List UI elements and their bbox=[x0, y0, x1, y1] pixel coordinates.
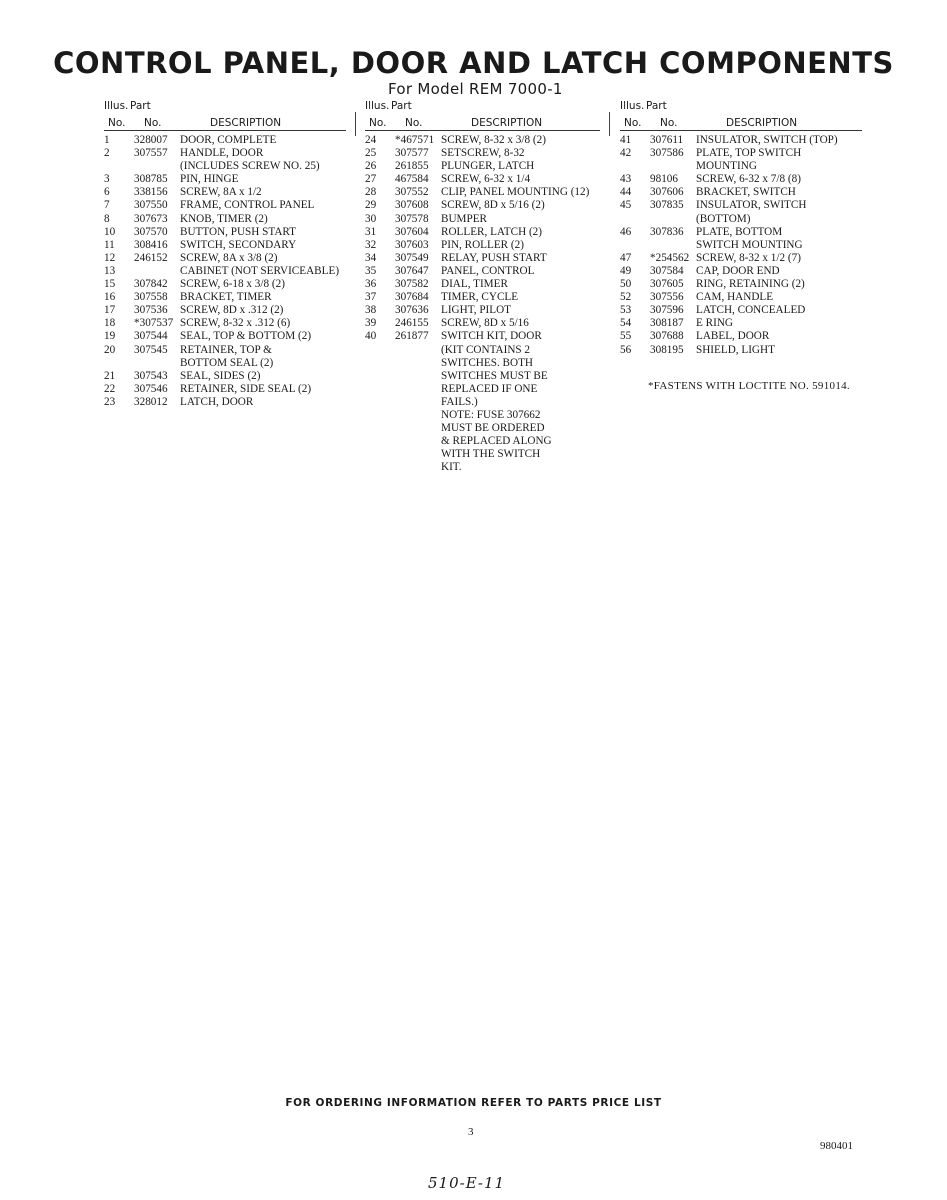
illus-number: 24 bbox=[365, 134, 377, 146]
header-description: DESCRIPTION bbox=[726, 117, 798, 129]
part-number: 307536 bbox=[134, 304, 168, 317]
part-number: 307605 bbox=[650, 278, 684, 291]
loctite-note: *FASTENS WITH LOCTITE NO. 591014. bbox=[648, 380, 850, 392]
description-line: KIT. bbox=[441, 461, 462, 474]
part-number: 307604 bbox=[395, 225, 429, 238]
part-row bbox=[104, 344, 348, 370]
part-description bbox=[180, 370, 348, 383]
page-title: CONTROL PANEL, DOOR AND LATCH COMPONENTS bbox=[53, 46, 894, 80]
part-row bbox=[365, 213, 600, 226]
part-number: 307647 bbox=[395, 264, 429, 277]
part-number: 307582 bbox=[395, 278, 429, 291]
illus-number: 45 bbox=[620, 199, 632, 212]
description-line: PIN, ROLLER (2) bbox=[441, 238, 524, 251]
part-description bbox=[180, 396, 348, 409]
illus-number: 25 bbox=[365, 147, 377, 160]
part-number: 308195 bbox=[650, 343, 684, 356]
part-description bbox=[441, 226, 600, 239]
part-row bbox=[104, 226, 348, 239]
description-line: KNOB, TIMER (2) bbox=[180, 212, 268, 225]
description-line: SWITCH KIT, DOOR bbox=[441, 330, 542, 343]
part-description bbox=[696, 344, 870, 357]
illus-number: 7 bbox=[104, 199, 110, 212]
illus-number: 30 bbox=[365, 212, 377, 225]
illus-number: 19 bbox=[104, 330, 116, 343]
description-line: PIN, HINGE bbox=[180, 173, 239, 186]
page-number: 3 bbox=[468, 1126, 474, 1138]
description-line: INSULATOR, SWITCH (TOP) bbox=[696, 134, 838, 146]
description-line: BRACKET, SWITCH bbox=[696, 186, 796, 199]
description-line: INSULATOR, SWITCH bbox=[696, 199, 807, 212]
description-line: FRAME, CONTROL PANEL bbox=[180, 199, 315, 212]
part-number: 307558 bbox=[134, 291, 168, 304]
part-description bbox=[696, 278, 870, 291]
part-row bbox=[620, 304, 870, 317]
description-line: SWITCHES. BOTH bbox=[441, 356, 533, 369]
description-line: SWITCHES MUST BE bbox=[441, 369, 548, 382]
part-number: 307557 bbox=[134, 147, 168, 160]
illus-number: 47 bbox=[620, 251, 632, 264]
illus-number: 34 bbox=[365, 251, 377, 264]
parts-column-2 bbox=[365, 100, 600, 474]
description-line: PANEL, CONTROL bbox=[441, 264, 535, 277]
illus-number: 8 bbox=[104, 212, 110, 225]
illus-number: 26 bbox=[365, 160, 377, 173]
part-row bbox=[365, 304, 600, 317]
header-part-no: No. bbox=[144, 117, 162, 129]
part-row bbox=[365, 186, 600, 199]
illus-number: 12 bbox=[104, 251, 116, 264]
part-number: 98106 bbox=[650, 173, 678, 186]
part-number: 307835 bbox=[650, 199, 684, 212]
header-part-no: No. bbox=[660, 117, 678, 129]
part-row bbox=[104, 239, 348, 252]
part-description bbox=[696, 134, 870, 147]
part-number: 307550 bbox=[134, 199, 168, 212]
description-line: SCREW, 8D x 5/16 (2) bbox=[441, 199, 545, 212]
part-number: 338156 bbox=[134, 186, 168, 199]
part-description bbox=[441, 199, 600, 212]
part-row bbox=[365, 226, 600, 239]
part-row bbox=[620, 173, 870, 186]
description-line: TIMER, CYCLE bbox=[441, 291, 519, 304]
part-number: 307545 bbox=[134, 343, 168, 356]
part-row bbox=[365, 252, 600, 265]
description-line: SETSCREW, 8-32 bbox=[441, 147, 525, 160]
part-row bbox=[620, 252, 870, 265]
part-row bbox=[620, 199, 870, 225]
illus-number: 37 bbox=[365, 291, 377, 304]
part-number: 307836 bbox=[650, 225, 684, 238]
illus-number: 38 bbox=[365, 304, 377, 317]
description-line: LABEL, DOOR bbox=[696, 330, 770, 343]
part-row bbox=[104, 291, 348, 304]
description-line: RETAINER, SIDE SEAL (2) bbox=[180, 382, 312, 395]
part-row bbox=[104, 278, 348, 291]
part-description bbox=[441, 213, 600, 226]
part-row bbox=[104, 396, 348, 409]
part-description bbox=[441, 278, 600, 291]
header-rule bbox=[365, 130, 600, 131]
part-description bbox=[441, 134, 600, 147]
illus-number: 42 bbox=[620, 147, 632, 160]
part-row bbox=[104, 304, 348, 317]
illus-number: 41 bbox=[620, 134, 632, 146]
column-divider bbox=[609, 112, 610, 136]
description-line: SHIELD, LIGHT bbox=[696, 343, 775, 356]
description-line: SCREW, 8A x 1/2 bbox=[180, 186, 262, 199]
description-line: SCREW, 6-32 x 1/4 bbox=[441, 173, 531, 186]
part-number: *307537 bbox=[134, 317, 174, 330]
description-line: CAM, HANDLE bbox=[696, 291, 774, 304]
illus-number: 36 bbox=[365, 278, 377, 291]
part-description bbox=[696, 304, 870, 317]
description-line: RING, RETAINING (2) bbox=[696, 278, 805, 291]
part-row bbox=[365, 317, 600, 330]
header-part: Part bbox=[391, 100, 412, 112]
part-number: 246155 bbox=[395, 317, 429, 330]
part-number: 307673 bbox=[134, 212, 168, 225]
illus-number: 13 bbox=[104, 264, 116, 277]
part-row bbox=[620, 317, 870, 330]
header-part: Part bbox=[130, 100, 151, 112]
part-description bbox=[180, 147, 348, 173]
part-description bbox=[180, 213, 348, 226]
description-line: SCREW, 8-32 x .312 (6) bbox=[180, 317, 291, 330]
description-line: BUMPER bbox=[441, 212, 488, 225]
part-description bbox=[441, 291, 600, 304]
description-line: (INCLUDES SCREW NO. 25) bbox=[180, 160, 320, 173]
part-description bbox=[696, 317, 870, 330]
column-header bbox=[104, 100, 348, 134]
illus-number: 28 bbox=[365, 186, 377, 199]
part-row bbox=[365, 199, 600, 212]
part-description bbox=[180, 330, 348, 343]
description-line: SCREW, 8A x 3/8 (2) bbox=[180, 251, 278, 264]
part-number: 308187 bbox=[650, 317, 684, 330]
description-line: NOTE: FUSE 307662 bbox=[441, 408, 541, 421]
part-row bbox=[104, 317, 348, 330]
parts-list bbox=[620, 134, 870, 357]
description-line: E RING bbox=[696, 317, 733, 330]
description-line: SCREW, 6-32 x 7/8 (8) bbox=[696, 173, 801, 186]
part-number: 467584 bbox=[395, 173, 429, 186]
part-description bbox=[180, 226, 348, 239]
illus-number: 49 bbox=[620, 264, 632, 277]
description-line: BOTTOM SEAL (2) bbox=[180, 356, 274, 369]
part-description bbox=[696, 186, 870, 199]
part-row bbox=[620, 186, 870, 199]
illus-number: 43 bbox=[620, 173, 632, 186]
part-description bbox=[441, 265, 600, 278]
part-description bbox=[180, 265, 348, 278]
part-row bbox=[104, 213, 348, 226]
part-row bbox=[620, 278, 870, 291]
part-number: 307596 bbox=[650, 304, 684, 317]
part-number: 261855 bbox=[395, 160, 429, 173]
illus-number: 23 bbox=[104, 395, 116, 408]
illus-number: 16 bbox=[104, 291, 116, 304]
part-row bbox=[365, 134, 600, 147]
description-line: CLIP, PANEL MOUNTING (12) bbox=[441, 186, 590, 199]
description-line: LIGHT, PILOT bbox=[441, 304, 512, 317]
illus-number: 10 bbox=[104, 225, 116, 238]
part-description bbox=[180, 344, 348, 370]
part-row bbox=[104, 199, 348, 212]
description-line: SCREW, 8D x 5/16 bbox=[441, 317, 529, 330]
part-row bbox=[620, 265, 870, 278]
description-line: DIAL, TIMER bbox=[441, 278, 508, 291]
part-row bbox=[365, 330, 600, 474]
part-row bbox=[365, 291, 600, 304]
part-number: 307556 bbox=[650, 291, 684, 304]
part-description bbox=[441, 160, 600, 173]
part-description bbox=[696, 173, 870, 186]
illus-number: 15 bbox=[104, 278, 116, 291]
header-illus: Illus. bbox=[620, 100, 645, 112]
illus-number: 6 bbox=[104, 186, 110, 199]
part-description bbox=[696, 330, 870, 343]
description-line: CABINET (NOT SERVICEABLE) bbox=[180, 264, 340, 277]
description-line: REPLACED IF ONE bbox=[441, 382, 538, 395]
part-number: 307603 bbox=[395, 238, 429, 251]
part-number: *467571 bbox=[395, 134, 435, 146]
description-line: BRACKET, TIMER bbox=[180, 291, 272, 304]
illus-number: 22 bbox=[104, 382, 116, 395]
description-line: BUTTON, PUSH START bbox=[180, 225, 297, 238]
part-description bbox=[696, 291, 870, 304]
part-description bbox=[441, 252, 600, 265]
header-rule bbox=[104, 130, 346, 131]
part-number: 307611 bbox=[650, 134, 684, 146]
part-description bbox=[441, 147, 600, 160]
part-number: 307549 bbox=[395, 251, 429, 264]
description-line: SEAL, SIDES (2) bbox=[180, 369, 261, 382]
part-description bbox=[441, 173, 600, 186]
part-number: 328012 bbox=[134, 395, 168, 408]
description-line: PLATE, BOTTOM bbox=[696, 225, 783, 238]
part-row bbox=[365, 160, 600, 173]
illus-number: 17 bbox=[104, 304, 116, 317]
illus-number: 39 bbox=[365, 317, 377, 330]
part-row bbox=[620, 330, 870, 343]
illus-number: 18 bbox=[104, 317, 116, 330]
part-row bbox=[620, 134, 870, 147]
part-row bbox=[104, 147, 348, 173]
description-line: & REPLACED ALONG bbox=[441, 435, 552, 448]
part-description bbox=[180, 134, 348, 147]
description-line: LATCH, CONCEALED bbox=[696, 304, 806, 317]
description-line: (KIT CONTAINS 2 bbox=[441, 343, 531, 356]
header-illus: Illus. bbox=[104, 100, 129, 112]
parts-list bbox=[365, 134, 600, 474]
description-line: HANDLE, DOOR bbox=[180, 147, 264, 160]
header-part-no: No. bbox=[405, 117, 423, 129]
part-row bbox=[620, 147, 870, 173]
header-illus-no: No. bbox=[108, 117, 126, 129]
description-line: RETAINER, TOP & bbox=[180, 343, 272, 356]
part-number: *254562 bbox=[650, 251, 690, 264]
description-line: MOUNTING bbox=[696, 160, 757, 173]
part-description bbox=[696, 147, 870, 173]
part-row bbox=[365, 239, 600, 252]
description-line: SCREW, 8-32 x 3/8 (2) bbox=[441, 134, 546, 146]
part-number: 307543 bbox=[134, 369, 168, 382]
part-description bbox=[696, 265, 870, 278]
illus-number: 55 bbox=[620, 330, 632, 343]
part-row bbox=[104, 330, 348, 343]
illus-number: 54 bbox=[620, 317, 632, 330]
part-number: 307584 bbox=[650, 264, 684, 277]
part-description bbox=[441, 304, 600, 317]
ordering-info: FOR ORDERING INFORMATION REFER TO PARTS PRICE LIST bbox=[285, 1097, 662, 1109]
part-number: 307586 bbox=[650, 147, 684, 160]
header-description: DESCRIPTION bbox=[210, 117, 282, 129]
illus-number: 44 bbox=[620, 186, 632, 199]
description-line: SCREW, 8-32 x 1/2 (7) bbox=[696, 251, 801, 264]
part-description bbox=[180, 186, 348, 199]
part-number: 308785 bbox=[134, 173, 168, 186]
illus-number: 35 bbox=[365, 264, 377, 277]
description-line: (BOTTOM) bbox=[696, 212, 751, 225]
illus-number: 56 bbox=[620, 343, 632, 356]
description-line: CAP, DOOR END bbox=[696, 264, 780, 277]
description-line: ROLLER, LATCH (2) bbox=[441, 225, 542, 238]
part-description bbox=[180, 199, 348, 212]
part-number: 307688 bbox=[650, 330, 684, 343]
illus-number: 52 bbox=[620, 291, 632, 304]
document-number: 980401 bbox=[820, 1140, 853, 1152]
description-line: DOOR, COMPLETE bbox=[180, 134, 277, 146]
part-description bbox=[180, 239, 348, 252]
part-number: 246152 bbox=[134, 251, 168, 264]
description-line: MUST BE ORDERED bbox=[441, 422, 545, 435]
part-number: 307608 bbox=[395, 199, 429, 212]
parts-list bbox=[104, 134, 348, 409]
header-illus-no: No. bbox=[624, 117, 642, 129]
parts-column-3 bbox=[620, 100, 870, 357]
description-line: PLATE, TOP SWITCH bbox=[696, 147, 802, 160]
part-row bbox=[365, 265, 600, 278]
description-line: FAILS.) bbox=[441, 395, 478, 408]
part-description bbox=[180, 291, 348, 304]
part-description bbox=[696, 199, 870, 225]
description-line: PLUNGER, LATCH bbox=[441, 160, 535, 173]
part-number: 307552 bbox=[395, 186, 429, 199]
illus-number: 1 bbox=[104, 134, 110, 146]
illus-number: 50 bbox=[620, 278, 632, 291]
column-header bbox=[620, 100, 870, 134]
part-number: 328007 bbox=[134, 134, 168, 146]
description-line: SWITCH MOUNTING bbox=[696, 238, 803, 251]
part-number: 307546 bbox=[134, 382, 168, 395]
part-row bbox=[365, 147, 600, 160]
part-row bbox=[620, 291, 870, 304]
part-row bbox=[104, 186, 348, 199]
part-row bbox=[104, 134, 348, 147]
part-description bbox=[180, 383, 348, 396]
part-row bbox=[104, 265, 348, 278]
header-illus-no: No. bbox=[369, 117, 387, 129]
part-row bbox=[104, 383, 348, 396]
header-part: Part bbox=[646, 100, 667, 112]
description-line: SEAL, TOP & BOTTOM (2) bbox=[180, 330, 312, 343]
part-number: 308416 bbox=[134, 238, 168, 251]
part-number: 307606 bbox=[650, 186, 684, 199]
description-line: SCREW, 6-18 x 3/8 (2) bbox=[180, 278, 285, 291]
part-row bbox=[365, 278, 600, 291]
illus-number: 29 bbox=[365, 199, 377, 212]
illus-number: 46 bbox=[620, 225, 632, 238]
part-description bbox=[441, 317, 600, 330]
header-description: DESCRIPTION bbox=[471, 117, 543, 129]
part-row bbox=[104, 370, 348, 383]
part-description bbox=[180, 317, 348, 330]
illus-number: 21 bbox=[104, 369, 116, 382]
illus-number: 11 bbox=[104, 238, 115, 251]
part-description bbox=[441, 186, 600, 199]
illus-number: 32 bbox=[365, 238, 377, 251]
part-number: 307570 bbox=[134, 225, 168, 238]
part-description bbox=[180, 173, 348, 186]
part-number: 307578 bbox=[395, 212, 429, 225]
handwritten-note: 510-E-11 bbox=[428, 1174, 506, 1192]
part-row bbox=[620, 226, 870, 252]
illus-number: 20 bbox=[104, 343, 116, 356]
part-row bbox=[620, 344, 870, 357]
part-number: 307842 bbox=[134, 278, 168, 291]
description-line: RELAY, PUSH START bbox=[441, 251, 547, 264]
illus-number: 3 bbox=[104, 173, 110, 186]
part-description bbox=[180, 304, 348, 317]
header-rule bbox=[620, 130, 862, 131]
description-line: LATCH, DOOR bbox=[180, 395, 254, 408]
part-row bbox=[104, 252, 348, 265]
illus-number: 31 bbox=[365, 225, 377, 238]
part-row bbox=[104, 173, 348, 186]
part-number: 307577 bbox=[395, 147, 429, 160]
model-subtitle: For Model REM 7000-1 bbox=[388, 80, 563, 98]
part-number: 261877 bbox=[395, 330, 429, 343]
part-description bbox=[441, 330, 600, 474]
part-row bbox=[365, 173, 600, 186]
illus-number: 27 bbox=[365, 173, 377, 186]
part-description bbox=[696, 252, 870, 265]
description-line: SWITCH, SECONDARY bbox=[180, 238, 297, 251]
illus-number: 2 bbox=[104, 147, 110, 160]
part-description bbox=[441, 239, 600, 252]
part-number: 307636 bbox=[395, 304, 429, 317]
column-divider bbox=[355, 112, 356, 136]
part-description bbox=[180, 252, 348, 265]
description-line: SCREW, 8D x .312 (2) bbox=[180, 304, 284, 317]
parts-column-1 bbox=[104, 100, 348, 409]
illus-number: 53 bbox=[620, 304, 632, 317]
column-header bbox=[365, 100, 600, 134]
header-illus: Illus. bbox=[365, 100, 390, 112]
part-description bbox=[180, 278, 348, 291]
part-description bbox=[696, 226, 870, 252]
part-number: 307684 bbox=[395, 291, 429, 304]
part-number: 307544 bbox=[134, 330, 168, 343]
description-line: WITH THE SWITCH bbox=[441, 448, 541, 461]
illus-number: 40 bbox=[365, 330, 377, 343]
